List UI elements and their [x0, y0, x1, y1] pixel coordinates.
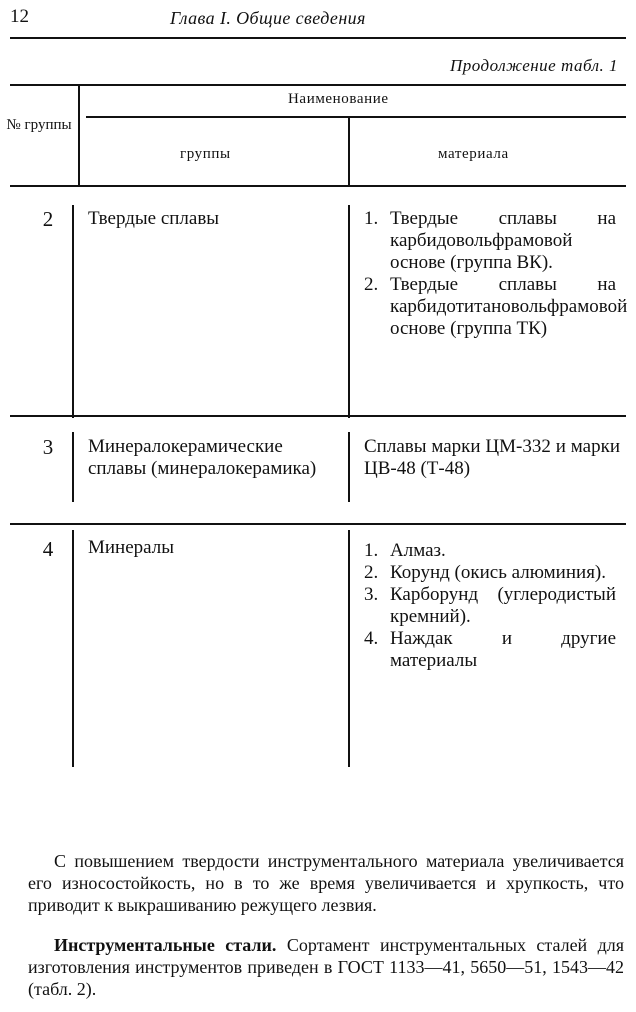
list-item: 2. Корунд (окись алюминия). — [364, 562, 607, 583]
name-header-rule — [86, 116, 626, 118]
list-item: 1. Алмаз. — [364, 540, 446, 561]
group-number: 4 — [42, 537, 54, 561]
body-divider-right-2 — [348, 432, 350, 502]
group-number: 2 — [42, 207, 54, 231]
body-divider-right-1 — [348, 205, 350, 418]
body-divider-left-1 — [72, 205, 74, 418]
column-divider-2 — [348, 117, 350, 185]
page-number: 12 — [10, 6, 29, 27]
list-item: 4. Наждак и другие материалы — [364, 628, 616, 671]
col-number-header: № группы — [6, 117, 72, 133]
body-divider-left-2 — [72, 432, 74, 502]
row-separator — [10, 415, 626, 417]
col-name-header: Наименование — [288, 91, 389, 107]
body-paragraph: Инструментальные стали. Сортамент инструментальных сталей для изготовления инструментов приведен в ГОСТ 1133—41, 5650—51, 1543—42 (табл. 2). — [28, 935, 625, 999]
row-separator — [10, 523, 626, 525]
col-material-header: материала — [438, 146, 509, 162]
section-heading: Инструментальные стали. — [54, 935, 277, 955]
material-text: Сплавы марки ЦМ-332 и марки ЦВ-48 (Т-48) — [364, 436, 620, 479]
list-item: 2. Твердые сплавы на карбидотитановольфрамовой основе (группа ТК) — [364, 274, 628, 339]
material-list — [364, 208, 628, 340]
list-item: 3. Карборунд (углеродистый кремний). — [364, 584, 616, 627]
group-name: Минералокерамические сплавы (минералокерамика) — [88, 436, 317, 479]
material-list — [364, 540, 616, 672]
group-number: 3 — [42, 435, 54, 459]
group-name: Твердые сплавы — [88, 208, 220, 229]
body-paragraph: С повышением твердости инструментального материала увеличивается его износостойкость, но в то же время увеличивается и хрупкость, что приводит к выкрашиванию режущего лезвия. — [28, 851, 624, 915]
list-item: 1. Твердые сплавы на карбидовольфрамовой основе (группа ВК). — [364, 208, 616, 273]
col-group-header: группы — [180, 146, 231, 162]
body-divider-right-3 — [348, 530, 350, 767]
chapter-title: Глава I. Общие сведения — [170, 8, 366, 28]
group-name: Минералы — [88, 537, 175, 558]
table-header-bottom-rule — [10, 185, 626, 187]
column-divider-1 — [78, 85, 80, 185]
table-top-rule — [10, 84, 626, 86]
table-continuation-caption: Продолжение табл. 1 — [449, 56, 618, 75]
header-rule — [10, 37, 626, 39]
body-divider-left-3 — [72, 530, 74, 767]
